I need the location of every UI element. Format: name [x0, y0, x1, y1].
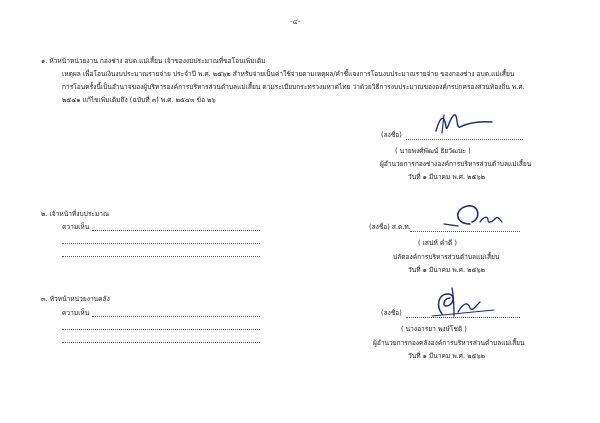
section3-signature: [428, 284, 504, 320]
section2-signature: [440, 198, 510, 232]
section2-opinion-label: ความเห็น: [62, 223, 90, 231]
section3-sign-label: (ลงชื่อ): [381, 309, 402, 317]
section2-date: วันที่ ๑ มีนาคม พ.ศ. ๒๕๖๒: [408, 266, 486, 274]
section1-date: วันที่ ๑ มีนาคม พ.ศ. ๒๕๖๒: [408, 173, 486, 181]
section1-signature: [430, 109, 500, 137]
section1-reason-line1: เหตุผล เพื่อโอนเงินงบประมาณรายจ่าย ประจำปี พ.ศ. ๒๕๖๒ สำหรับจ่ายเป็นค่าใช้จ่ายตามเหตุผล/คำชี้แจงการโอนงบประมาณรายจ่าย ของกองช่าง อบต.แม่เสี้ยน: [62, 70, 515, 78]
section3-date: วันที่ ๑ มีนาคม พ.ศ. ๒๕๖๒: [408, 352, 486, 360]
section1-heading: ๑. หัวหน้าหน่วยงาน กองช่าง อบต.แม่เสี้ยน เจ้าของงบประมาณที่ขอโอนเพิ่มเติม: [41, 57, 266, 65]
page-number: -๔-: [290, 18, 301, 26]
section3-opinion-label: ความเห็น: [62, 309, 90, 317]
section3-opinion-line-3: [62, 342, 260, 343]
section3-signer-position: ผู้อำนวยการกองคลังองค์การบริหารส่วนตำบลแม่เสี้ยน: [373, 339, 525, 347]
section3-signer-name: ( นางอารยา พงษ์โชติ ): [401, 325, 467, 333]
section2-heading: ๒. เจ้าหน้าที่งบประมาณ: [41, 210, 110, 218]
section1-reason-line3: ๒๕๔๑ แก้ไขเพิ่มเติมถึง (ฉบับที่ ๓) พ.ศ. ๒๕๔๓ ข้อ ๒๖: [62, 96, 216, 104]
section3-heading: ๓. หัวหน้าหน่วยงานคลัง: [41, 295, 110, 303]
section1-reason-line2: การโอนครั้งนี้เป็นอำนาจของผู้บริหารองค์การบริหารส่วนตำบลแม่เสี้ยน ตามระเบียบกระทรวงมหาดไทย ว่าด้วยวิธีการงบประมาณขององค์กรปกครองส่วนท้องถิ่น พ.ศ.: [62, 83, 525, 91]
section3-opinion-line-1: [92, 316, 260, 317]
section1-signer-position: ผู้อำนวยการกองช่างองค์การบริหารส่วนตำบลแม่เสี้ยน: [380, 160, 532, 168]
section2-opinion-line-1: [92, 230, 260, 231]
section2-opinion-line-2: [62, 243, 260, 244]
section2-signer-position: ปลัดองค์การบริหารส่วนตำบลแม่เสี้ยน: [393, 253, 500, 261]
section2-signer-name: ( เสน่ห์ คำดี ): [418, 239, 457, 247]
section2-sign-label: (ลงชื่อ) ส.ต.ท.: [369, 223, 411, 231]
section2-opinion-line-3: [62, 256, 260, 257]
section1-sign-label: (ลงชื่อ): [381, 131, 402, 139]
section1-signer-name: ( นายพงศ์พัฒน์ ธิยวัฒนะ ): [395, 147, 471, 155]
section1-signature-line: [406, 139, 523, 140]
section3-opinion-line-2: [62, 329, 260, 330]
